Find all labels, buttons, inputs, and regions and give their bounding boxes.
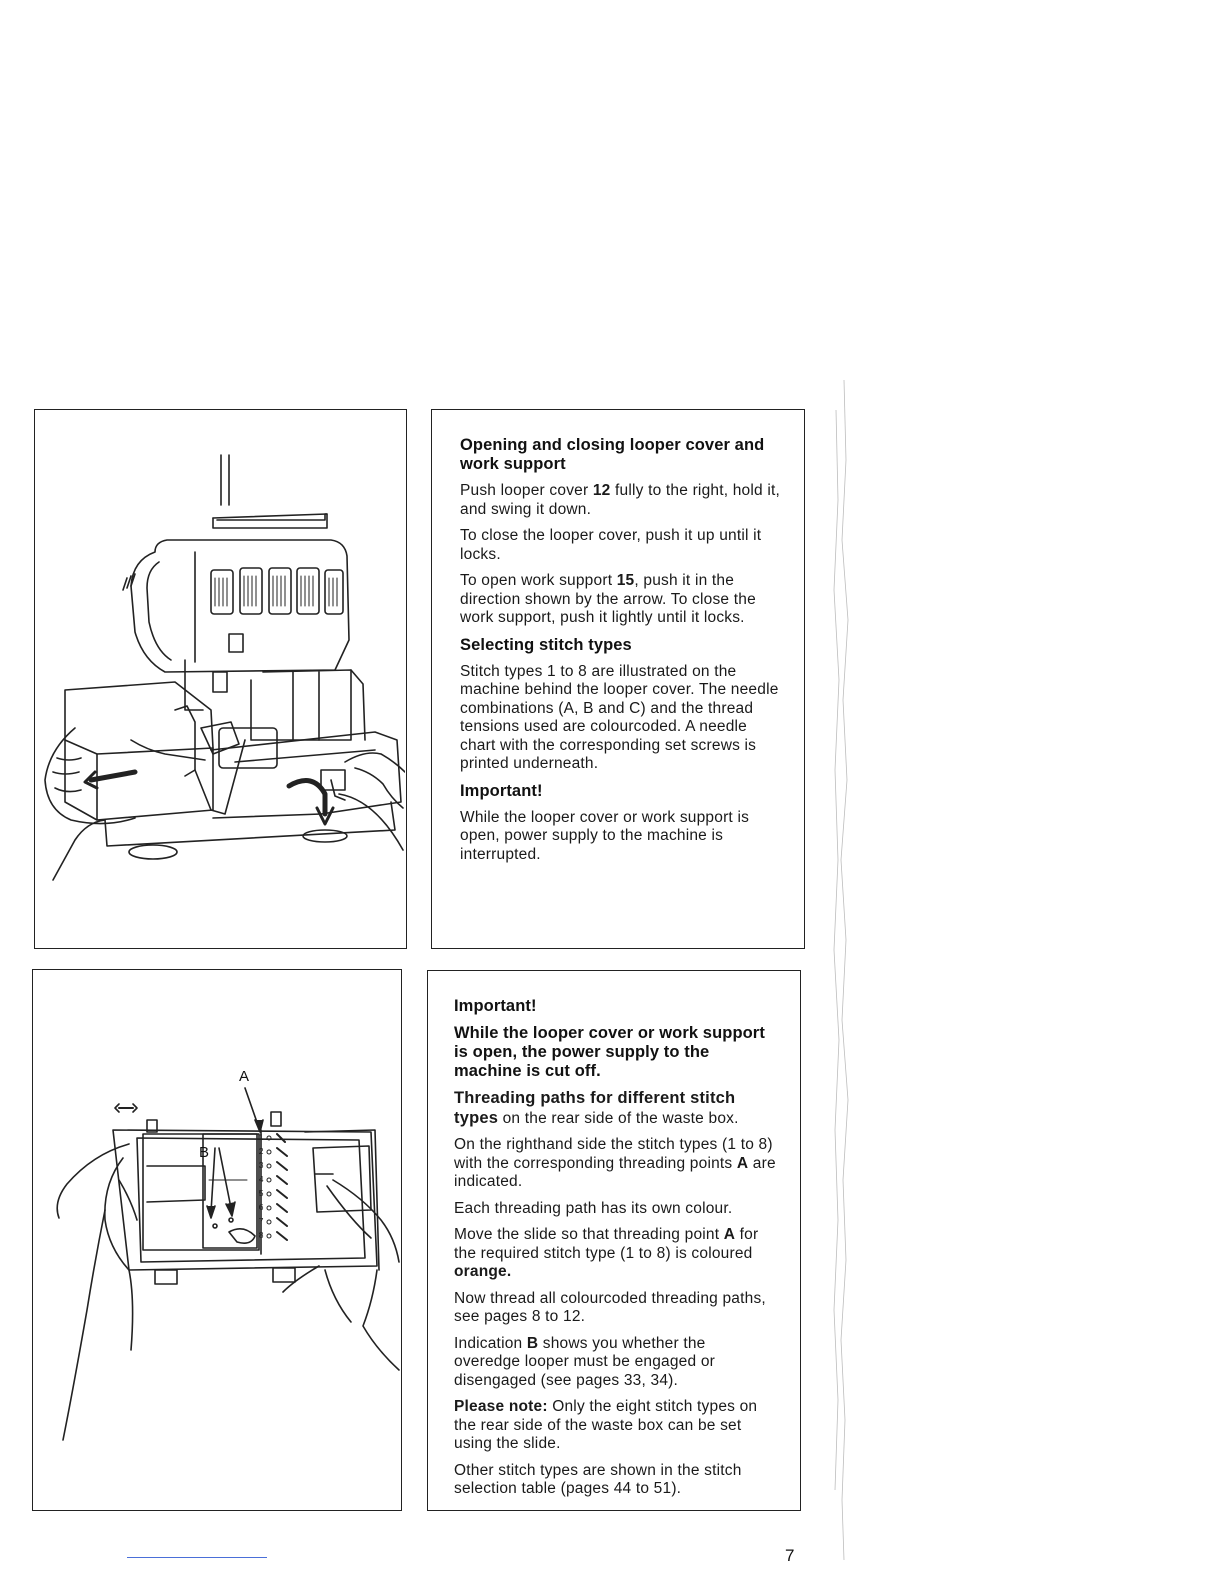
heading-important: Important! [460, 781, 543, 800]
slide-number: 2 [259, 1147, 264, 1156]
heading-important: Important! [454, 997, 537, 1015]
slide-number: 1 [259, 1133, 264, 1142]
scan-edge-noise [826, 380, 854, 1560]
paragraph-push-looper-cover: Push looper cover 12 fully to the right, hold it, and swing it down. [460, 482, 780, 518]
page-number: 7 [785, 1546, 795, 1565]
label-a: A [239, 1068, 250, 1085]
paragraph-other-stitch-types: Other stitch types are shown in the stitch selection table (pages 44 to 51). [454, 1461, 742, 1497]
slide-number: 5 [259, 1189, 264, 1198]
paragraph-righthand-side: On the righthand side the stitch types (1 to 8) with the corresponding threading points A are indicated. [454, 1136, 776, 1190]
heading-selecting-stitch-types: Selecting stitch types [460, 635, 632, 654]
waste-box-slide-illustration [33, 970, 401, 1510]
figure-panel-looper-cover [34, 409, 407, 949]
slide-number: 8 [259, 1231, 264, 1240]
paragraph-threading-paths: Threading paths for different stitch types on the rear side of the waste box. [454, 1089, 739, 1127]
slide-stitch-numbers [259, 1131, 267, 1243]
heading-power-cut-off: While the looper cover or work support is open, the power supply to the machine is cut off. [454, 1024, 765, 1080]
label-b: B [199, 1144, 210, 1161]
paragraph-power-interrupted: While the looper cover or work support is open, power supply to the machine is interrupted. [460, 808, 750, 863]
figure-panel-waste-box-slide [32, 969, 402, 1511]
slide-number: 4 [259, 1175, 264, 1184]
slide-number: 7 [259, 1217, 264, 1226]
paragraph-stitch-types: Stitch types 1 to 8 are illustrated on the machine behind the looper cover. The needle combinations (A, B and C) and the thread tensions used are colourcoded. A needle chart with the corresponding set screws is printed underneath. [460, 662, 779, 772]
paragraph-close-looper-cover: To close the looper cover, push it up until it locks. [460, 527, 762, 563]
paragraph-please-note: Please note: Only the eight stitch types on the rear side of the waste box can be set using the slide. [454, 1398, 758, 1452]
heading-opening-closing-looper-cover: Opening and closing looper cover and work support [460, 436, 765, 473]
paragraph-indication-b: Indication B shows you whether the overedge looper must be engaged or disengaged (see pages 33, 34). [454, 1334, 716, 1389]
paragraph-thread-all: Now thread all colourcoded threading paths, see pages 8 to 12. [454, 1289, 766, 1325]
paragraph-own-colour: Each threading path has its own colour. [454, 1199, 733, 1217]
paragraph-open-work-support: To open work support 15, push it in the direction shown by the arrow. To close the work support, push it lightly until it locks. [460, 572, 756, 626]
slide-number: 3 [259, 1161, 264, 1170]
serger-looper-cover-illustration [35, 410, 405, 947]
paragraph-move-slide: Move the slide so that threading point A for the required stitch type (1 to 8) is coloured orange. [454, 1226, 759, 1280]
text-panel-threading-paths [427, 970, 801, 1511]
scan-underline-mark [127, 1557, 267, 1558]
text-panel-looper-cover [431, 409, 805, 949]
slide-number: 6 [259, 1203, 264, 1212]
